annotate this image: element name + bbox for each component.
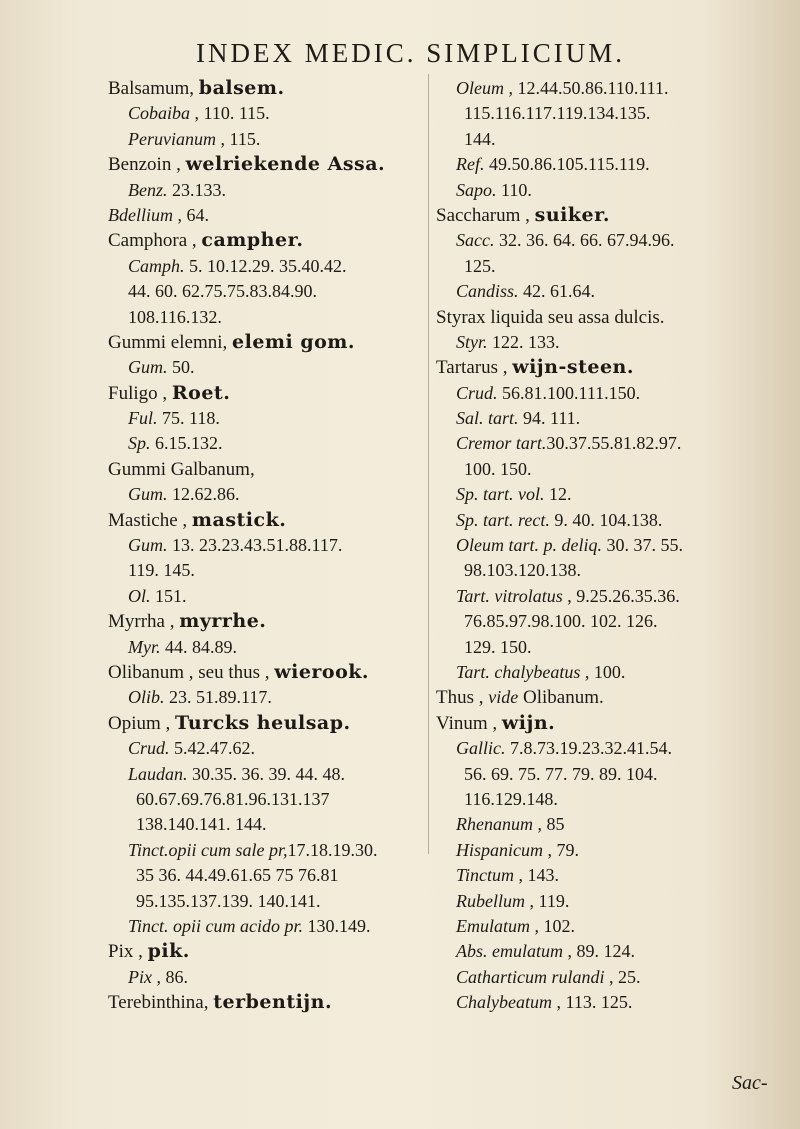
sub-entry: Cobaiba , 110. 115. — [128, 103, 270, 124]
continuation-line: 144. — [464, 128, 496, 149]
sub-entry: Emulatum , 102. — [456, 915, 575, 936]
sub-entry: Oleum , 12.44.50.86.110.111. — [456, 78, 669, 98]
entry-benzoin: Benzoin , welriekende Assa. — [108, 153, 386, 176]
sub-entry: Candiss. 42. 61.64. — [456, 281, 596, 302]
sub-entry: Olib. 23. 51.89.117. — [128, 687, 272, 708]
sub-entry: Pix , 86. — [128, 966, 188, 987]
entry-saccharum: Saccharum , suiker. — [436, 203, 611, 226]
sub-entry: Sp. tart. rect. 9. 40. 104.138. — [456, 509, 663, 530]
sub-entry: Myr. 44. 84.89. — [128, 636, 237, 657]
sub-entry: Bdellium , 64. — [108, 204, 209, 225]
continuation-line: 56. 69. 75. 77. 79. 89. 104. — [464, 763, 658, 784]
continuation-line: 60.67.69.76.81.96.131.137 — [136, 788, 330, 809]
sub-entry: Abs. emulatum , 89. 124. — [456, 941, 635, 962]
entry-terebinthina: Terebinthina, terbentijn. — [108, 991, 333, 1014]
continuation-line: 116.129.148. — [464, 788, 558, 809]
headword-vernacular: balsem. — [198, 77, 285, 99]
sub-entry: Tinctum , 143. — [456, 865, 560, 886]
running-title: INDEX MEDIC. SIMPLICIUM. — [196, 38, 625, 68]
sub-entry: Sp. 6.15.132. — [128, 433, 223, 454]
sub-entry: Rhenanum , 85 — [456, 814, 565, 835]
sub-entry: Cremor tart.30.37.55.81.82.97. — [456, 433, 682, 454]
sub-entry: Catharticum rulandi , 25. — [456, 966, 641, 987]
continuation-line: 35 36. 44.49.61.65 75 76.81 — [136, 865, 339, 886]
sub-entry: Laudan. 30.35. 36. 39. 44. 48. — [128, 763, 346, 784]
sub-entry: Ref. 49.50.86.105.115.119. — [456, 154, 650, 175]
continuation-line: 100. 150. — [464, 458, 532, 479]
entry-olibanum: Olibanum , seu thus , wierook. — [108, 660, 370, 683]
sub-entry: Peruvianum , 115. — [128, 128, 261, 149]
entry-thus: Thus , vide Olibanum. — [436, 687, 604, 709]
continuation-line: 76.85.97.98.100. 102. 126. — [464, 611, 658, 632]
sub-entry: Sacc. 32. 36. 64. 66. 67.94.96. — [456, 230, 675, 251]
entry-myrrha: Myrrha , myrrhe. — [108, 610, 267, 633]
right-column — [436, 76, 788, 1015]
continuation-line: 125. — [464, 255, 496, 276]
sub-entry: Tart. chalybeatus , 100. — [456, 661, 626, 682]
sub-entry: Crud. 5.42.47.62. — [128, 738, 256, 759]
continuation-line: 138.140.141. 144. — [136, 814, 267, 835]
entry-gummi-galbanum: Gummi Galbanum, — [108, 458, 255, 480]
continuation-line: 44. 60. 62.75.75.83.84.90. — [128, 281, 317, 302]
sub-entry: Gum. 50. — [128, 357, 195, 378]
entry-vinum: Vinum , wijn. — [436, 711, 556, 734]
sub-entry: Ol. 151. — [128, 585, 187, 606]
sub-entry: Camph. 5. 10.12.29. 35.40.42. — [128, 255, 347, 276]
sub-entry: Gallic. 7.8.73.19.23.32.41.54. — [456, 738, 672, 759]
sub-entry: Hispanicum , 79. — [456, 839, 579, 860]
continuation-line: 115.116.117.119.134.135. — [464, 103, 651, 124]
entry-mastiche: Mastiche , mastick. — [108, 508, 287, 531]
entry-camphora: Camphora , campher. — [108, 229, 304, 252]
sub-entry: Tinct. opii cum acido pr. 130.149. — [128, 915, 371, 936]
sub-entry: Gum. 13. 23.23.43.51.88.117. — [128, 535, 343, 556]
headword-latin: Balsamum, — [108, 78, 199, 99]
sub-entry: Gum. 12.62.86. — [128, 484, 240, 505]
sub-entry: Chalybeatum , 113. 125. — [456, 992, 633, 1013]
continuation-line: 119. 145. — [128, 560, 195, 581]
entry-pix: Pix , pik. — [108, 940, 190, 963]
sub-entry: Sp. tart. vol. 12. — [456, 484, 572, 505]
sub-entry: Crud. 56.81.100.111.150. — [456, 382, 641, 403]
sub-entry: Tart. vitrolatus , 9.25.26.35.36. — [456, 585, 680, 606]
continuation-line: 95.135.137.139. 140.141. — [136, 890, 321, 911]
sub-entry: Tinct.opii cum sale pr,17.18.19.30. — [128, 839, 378, 860]
entry-opium: Opium , Turcks heulsap. — [108, 711, 351, 734]
sub-entry: Sal. tart. 94. 111. — [456, 408, 581, 429]
continuation-line: 98.103.120.138. — [464, 560, 581, 581]
catchword: Sac- — [732, 1072, 768, 1094]
entry-styrax: Styrax liquida seu assa dulcis. — [436, 306, 665, 328]
left-column — [108, 76, 426, 1015]
sub-entry: Oleum tart. p. deliq. 30. 37. 55. — [456, 535, 683, 556]
sub-entry: Ful. 75. 118. — [128, 408, 220, 429]
continuation-line: 129. 150. — [464, 636, 532, 657]
continuation-line: 108.116.132. — [128, 306, 222, 327]
sub-entry: Sapo. 110. — [456, 179, 532, 200]
sub-entry: Rubellum , 119. — [456, 890, 570, 911]
entry-tartarus: Tartarus , wijn-steen. — [436, 356, 634, 379]
sub-entry: Styr. 122. 133. — [456, 331, 560, 352]
sub-entry: Benz. 23.133. — [128, 179, 226, 200]
entry-gummi-elemni: Gummi elemni, elemi gom. — [108, 330, 356, 353]
column-divider — [428, 74, 429, 854]
entry-fuligo: Fuligo , Roet. — [108, 381, 231, 404]
entry-balsamum — [108, 76, 426, 101]
